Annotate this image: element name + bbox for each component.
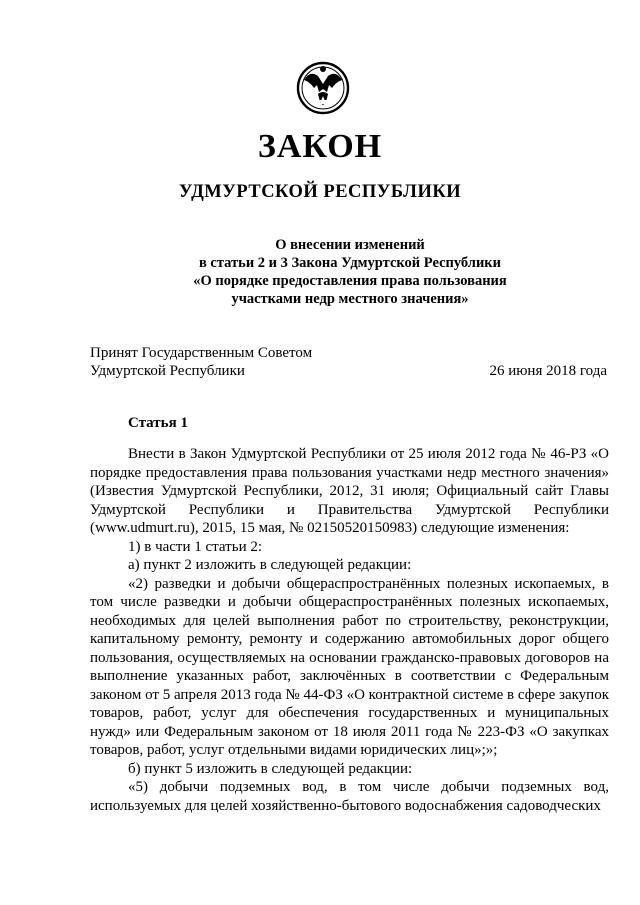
law-heading-line: О внесении изменений bbox=[275, 237, 425, 253]
coat-of-arms-udmurtia-icon bbox=[296, 58, 350, 118]
law-heading-line: «О порядке предоставления права пользования bbox=[193, 273, 507, 289]
paragraph: а) пункт 2 изложить в следующей редакции: bbox=[128, 557, 412, 573]
article-body bbox=[90, 445, 609, 815]
law-heading bbox=[60, 236, 640, 308]
article-title: Статья 1 bbox=[128, 415, 188, 431]
adopted-by-line: Удмуртской Республики bbox=[90, 363, 245, 379]
paragraph: «5) добычи подземных вод, в том числе добычи подземных вод, используемых для целей хозяйственно-бытового водоснабжения садоводческих bbox=[90, 779, 609, 814]
adopted-by bbox=[90, 344, 312, 380]
law-heading-line: в статьи 2 и 3 Закона Удмуртской Республики bbox=[198, 255, 502, 271]
paragraph: 1) в части 1 статьи 2: bbox=[128, 538, 263, 555]
adopted-by-line: Принят Государственным Советом bbox=[90, 345, 313, 361]
adoption-date: 26 июня 2018 года bbox=[489, 363, 607, 379]
document-title: ЗАКОН bbox=[257, 128, 383, 165]
paragraph: «2) разведки и добычи общераспространённых полезных ископаемых, в том числе разведки и добычи общераспространённых полезных ископаемых, необходимых для целей выполнения работ по строительству, реконструкции, капитальному ремонту, ремонту и содержанию автомобильных дорог общего пользования, осуществляемых на основании гражданско-правовых договоров на выполнение указанных работ, заключённых в соответствии с Федеральным законом от 5 апреля 2013 года № 44-ФЗ «О контрактной системе в сфере закупок товаров, работ, услуг для обеспечения государственных и муниципальных нужд» или Федеральным законом от 18 июля 2011 года № 223-ФЗ «О закупках товаров, работ, услуг отдельными видами юридических лиц»;»; bbox=[90, 575, 609, 758]
paragraph: Внести в Закон Удмуртской Республики от 25 июля 2012 года № 46-РЗ «О порядке предоставления права пользования участками недр местного значения» (Известия Удмуртской Республики, 2012, 31 июля; Официальный сайт Главы Удмуртской Республики и Правительства Удмуртской Республики (www.udmurt.ru), 2015, 15 мая, № 02150520150983) следующие изменения: bbox=[90, 446, 609, 536]
document-subtitle: УДМУРТСКОЙ РЕСПУБЛИКИ bbox=[178, 182, 462, 202]
law-heading-line: участками недр местного значения» bbox=[231, 291, 469, 307]
paragraph: б) пункт 5 изложить в следующей редакции: bbox=[128, 760, 413, 777]
